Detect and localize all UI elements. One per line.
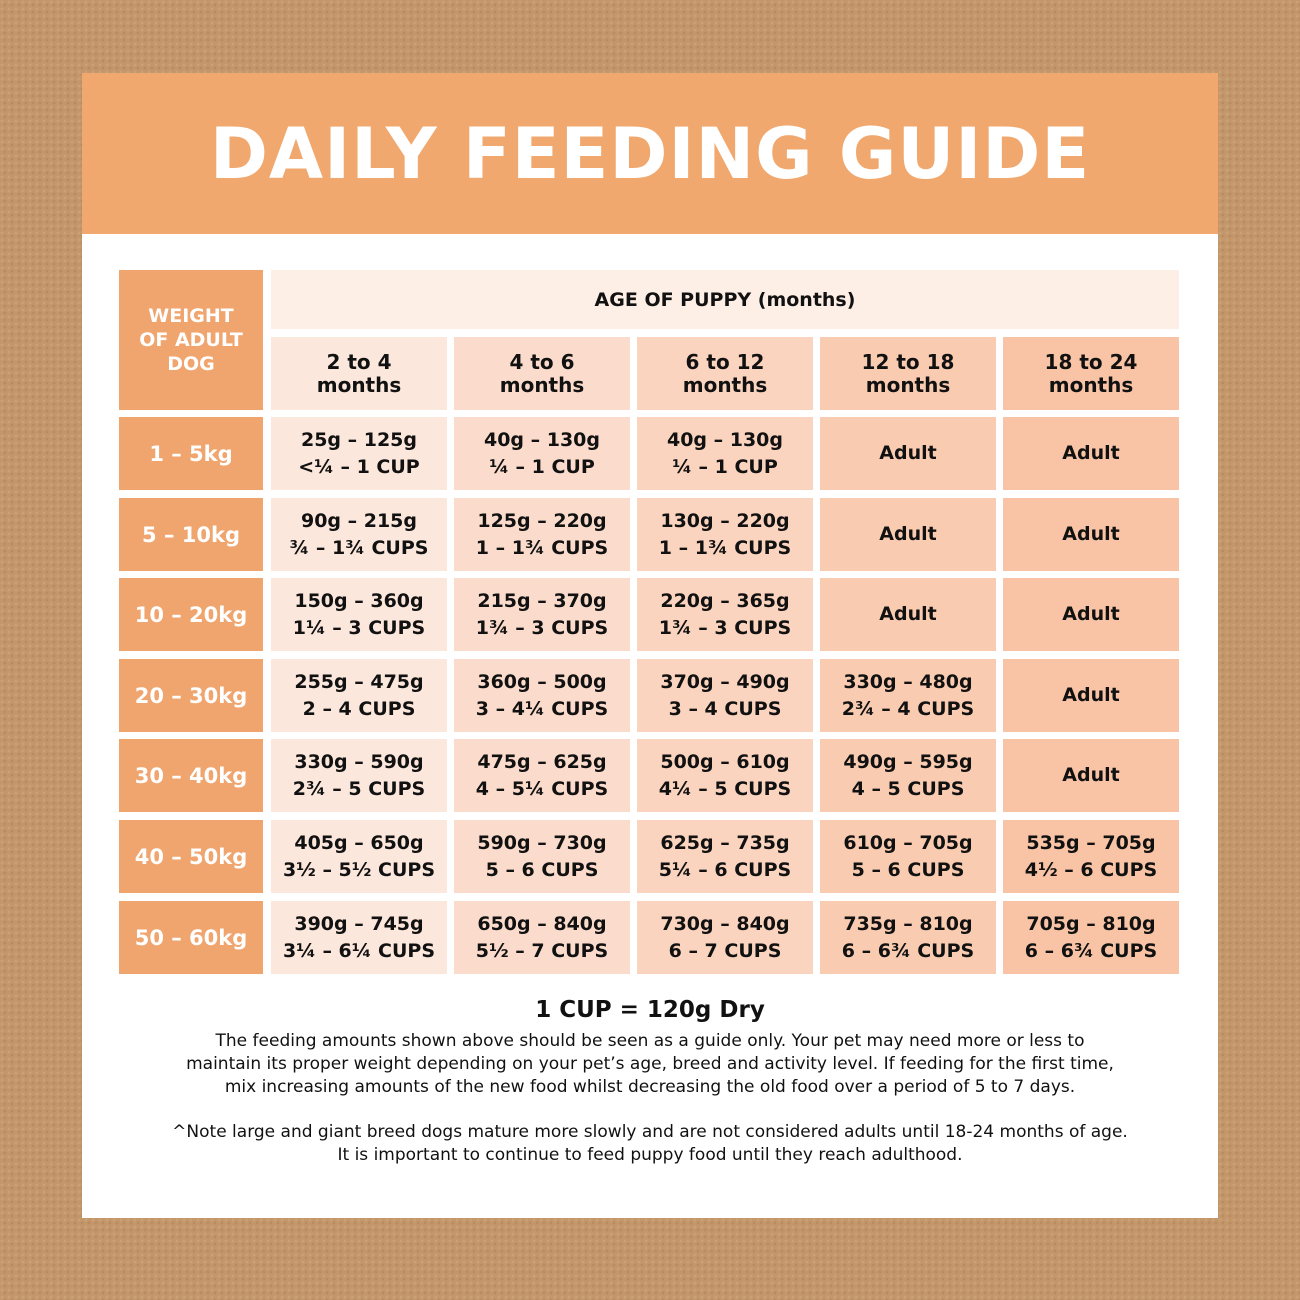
grams-range: 90g – 215g	[300, 509, 418, 532]
feeding-amount-cell	[637, 901, 813, 974]
age-column-header	[454, 337, 630, 410]
feeding-amount-cell	[820, 578, 996, 651]
cups-range: 3 – 4 CUPS	[668, 697, 782, 720]
grams-range: 125g – 220g	[477, 509, 607, 532]
weight-header-line: OF ADULT	[139, 329, 243, 351]
page-title: DAILY FEEDING GUIDE	[209, 112, 1091, 195]
cups-range: 3¼ – 6¼ CUPS	[282, 939, 436, 962]
weight-header-line: DOG	[167, 353, 215, 375]
feeding-amount-cell	[271, 901, 447, 974]
cups-range: 6 – 7 CUPS	[668, 939, 782, 962]
feeding-amount-cell	[1003, 578, 1179, 651]
feeding-amount-cell	[1003, 739, 1179, 812]
cups-range: 4 – 5¼ CUPS	[475, 777, 609, 800]
cups-range: 1¾ – 3 CUPS	[475, 616, 609, 639]
feeding-amount-cell	[637, 820, 813, 893]
feeding-amount-cell	[820, 417, 996, 490]
breed-note	[112, 1121, 1188, 1167]
grams-range: 590g – 730g	[477, 831, 607, 854]
weight-row-label: 50 – 60kg	[119, 901, 263, 974]
grams-range: Adult	[879, 523, 937, 545]
grams-range: 40g – 130g	[666, 428, 784, 451]
grams-range: 40g – 130g	[483, 428, 601, 451]
feeding-amount-cell	[820, 659, 996, 732]
feeding-amount-cell	[1003, 901, 1179, 974]
age-column-header	[1003, 337, 1179, 410]
feeding-amount-cell	[637, 739, 813, 812]
weight-row-label: 40 – 50kg	[119, 820, 263, 893]
weight-row-label: 5 – 10kg	[119, 498, 263, 571]
age-column-header	[271, 337, 447, 410]
grams-range: Adult	[1062, 684, 1120, 706]
feeding-amount-cell	[454, 739, 630, 812]
cups-range: <¼ – 1 CUP	[298, 455, 420, 478]
age-unit-label: months	[682, 372, 768, 397]
feeding-amount-cell	[820, 498, 996, 571]
cups-range: ¾ – 1¾ CUPS	[289, 536, 429, 559]
feeding-amount-cell	[454, 820, 630, 893]
grams-range: 390g – 745g	[294, 912, 424, 935]
feeding-amount-cell	[271, 820, 447, 893]
grams-range: 215g – 370g	[477, 589, 607, 612]
grams-range: 475g – 625g	[477, 750, 607, 773]
grams-range: Adult	[1062, 523, 1120, 545]
grams-range: 490g – 595g	[843, 750, 973, 773]
cup-equivalence: 1 CUP = 120g Dry	[535, 997, 765, 1023]
age-unit-label: months	[865, 372, 951, 397]
guide-line: The feeding amounts shown above should be seen as a guide only. Your pet may need more or less to	[215, 1031, 1085, 1051]
cups-range: 1 – 1¾ CUPS	[658, 536, 792, 559]
grams-range: Adult	[1062, 442, 1120, 464]
feeding-amount-cell	[454, 417, 630, 490]
grams-range: 130g – 220g	[660, 509, 790, 532]
grams-range: Adult	[879, 603, 937, 625]
age-column-header	[637, 337, 813, 410]
grams-range: 405g – 650g	[294, 831, 424, 854]
grams-range: 150g – 360g	[294, 589, 424, 612]
grams-range: 610g – 705g	[843, 831, 973, 854]
cups-range: 2¾ – 4 CUPS	[841, 697, 975, 720]
cups-range: 1¾ – 3 CUPS	[658, 616, 792, 639]
grams-range: 625g – 735g	[660, 831, 790, 854]
feeding-amount-cell	[454, 498, 630, 571]
note-line: ^Note large and giant breed dogs mature more slowly and are not considered adults until 18-24 months of age.	[172, 1122, 1128, 1142]
weight-row-label: 20 – 30kg	[119, 659, 263, 732]
grams-range: Adult	[1062, 603, 1120, 625]
cups-range: 5 – 6 CUPS	[485, 858, 599, 881]
grams-range: 705g – 810g	[1026, 912, 1156, 935]
grams-range: 330g – 590g	[294, 750, 424, 773]
cups-range: 1 – 1¾ CUPS	[475, 536, 609, 559]
feeding-amount-cell	[1003, 820, 1179, 893]
guide-line: mix increasing amounts of the new food whilst decreasing the old food over a period of 5 to 7 days.	[224, 1077, 1076, 1097]
grams-range: 650g – 840g	[477, 912, 607, 935]
age-range-label: 4 to 6	[509, 349, 575, 374]
weight-header-line: WEIGHT	[148, 305, 234, 327]
weight-row-label: 10 – 20kg	[119, 578, 263, 651]
grams-range: Adult	[879, 442, 937, 464]
age-unit-label: months	[499, 372, 585, 397]
age-range-label: 18 to 24	[1044, 349, 1138, 374]
age-unit-label: months	[1048, 372, 1134, 397]
cups-range: 3½ – 5½ CUPS	[282, 858, 436, 881]
grams-range: 360g – 500g	[477, 670, 607, 693]
feeding-amount-cell	[1003, 659, 1179, 732]
feeding-amount-cell	[820, 820, 996, 893]
grams-range: Adult	[1062, 764, 1120, 786]
weight-column-header	[119, 270, 263, 410]
age-of-puppy-header: AGE OF PUPPY (months)	[271, 270, 1179, 329]
age-range-label: 2 to 4	[326, 349, 392, 374]
cups-range: ¼ – 1 CUP	[489, 455, 595, 478]
age-range-label: 12 to 18	[861, 349, 955, 374]
feeding-amount-cell	[271, 739, 447, 812]
weight-row-label: 1 – 5kg	[119, 417, 263, 490]
cups-range: 5½ – 7 CUPS	[475, 939, 609, 962]
age-column-header	[820, 337, 996, 410]
feeding-amount-cell	[271, 417, 447, 490]
guide-line: maintain its proper weight depending on your pet’s age, breed and activity level. If feeding for the first time,	[186, 1054, 1114, 1074]
cups-range: 5 – 6 CUPS	[851, 858, 965, 881]
feeding-amount-cell	[637, 659, 813, 732]
cups-range: 6 – 6¾ CUPS	[1024, 939, 1158, 962]
grams-range: 330g – 480g	[843, 670, 973, 693]
grams-range: 735g – 810g	[843, 912, 973, 935]
cups-range: 4¼ – 5 CUPS	[658, 777, 792, 800]
grams-range: 535g – 705g	[1026, 831, 1156, 854]
feeding-amount-cell	[637, 417, 813, 490]
feeding-amount-cell	[1003, 498, 1179, 571]
cups-range: 2 – 4 CUPS	[302, 697, 416, 720]
note-line: It is important to continue to feed puppy food until they reach adulthood.	[337, 1145, 963, 1165]
feeding-amount-cell	[454, 659, 630, 732]
cups-range: 3 – 4¼ CUPS	[475, 697, 609, 720]
feeding-amount-cell	[271, 659, 447, 732]
grams-range: 730g – 840g	[660, 912, 790, 935]
feeding-amount-cell	[271, 578, 447, 651]
feeding-amount-cell	[454, 578, 630, 651]
feeding-amount-cell	[454, 901, 630, 974]
cups-range: 5¼ – 6 CUPS	[658, 858, 792, 881]
age-range-label: 6 to 12	[685, 349, 765, 374]
cups-range: ¼ – 1 CUP	[672, 455, 778, 478]
feeding-amount-cell	[1003, 417, 1179, 490]
guide-disclaimer	[112, 1030, 1188, 1099]
feeding-guide-card	[82, 73, 1218, 1218]
weight-row-label: 30 – 40kg	[119, 739, 263, 812]
cups-range: 6 – 6¾ CUPS	[841, 939, 975, 962]
age-unit-label: months	[316, 372, 402, 397]
feeding-amount-cell	[271, 498, 447, 571]
cups-range: 4½ – 6 CUPS	[1024, 858, 1158, 881]
cups-range: 4 – 5 CUPS	[851, 777, 965, 800]
feeding-amount-cell	[637, 578, 813, 651]
title-banner	[82, 73, 1218, 234]
cups-range: 1¼ – 3 CUPS	[292, 616, 426, 639]
feeding-amount-cell	[637, 498, 813, 571]
grams-range: 220g – 365g	[660, 589, 790, 612]
grams-range: 500g – 610g	[660, 750, 790, 773]
feeding-amount-cell	[820, 901, 996, 974]
grams-range: 25g – 125g	[300, 428, 418, 451]
feeding-amount-cell	[820, 739, 996, 812]
cups-range: 2¾ – 5 CUPS	[292, 777, 426, 800]
grams-range: 255g – 475g	[294, 670, 424, 693]
grams-range: 370g – 490g	[660, 670, 790, 693]
